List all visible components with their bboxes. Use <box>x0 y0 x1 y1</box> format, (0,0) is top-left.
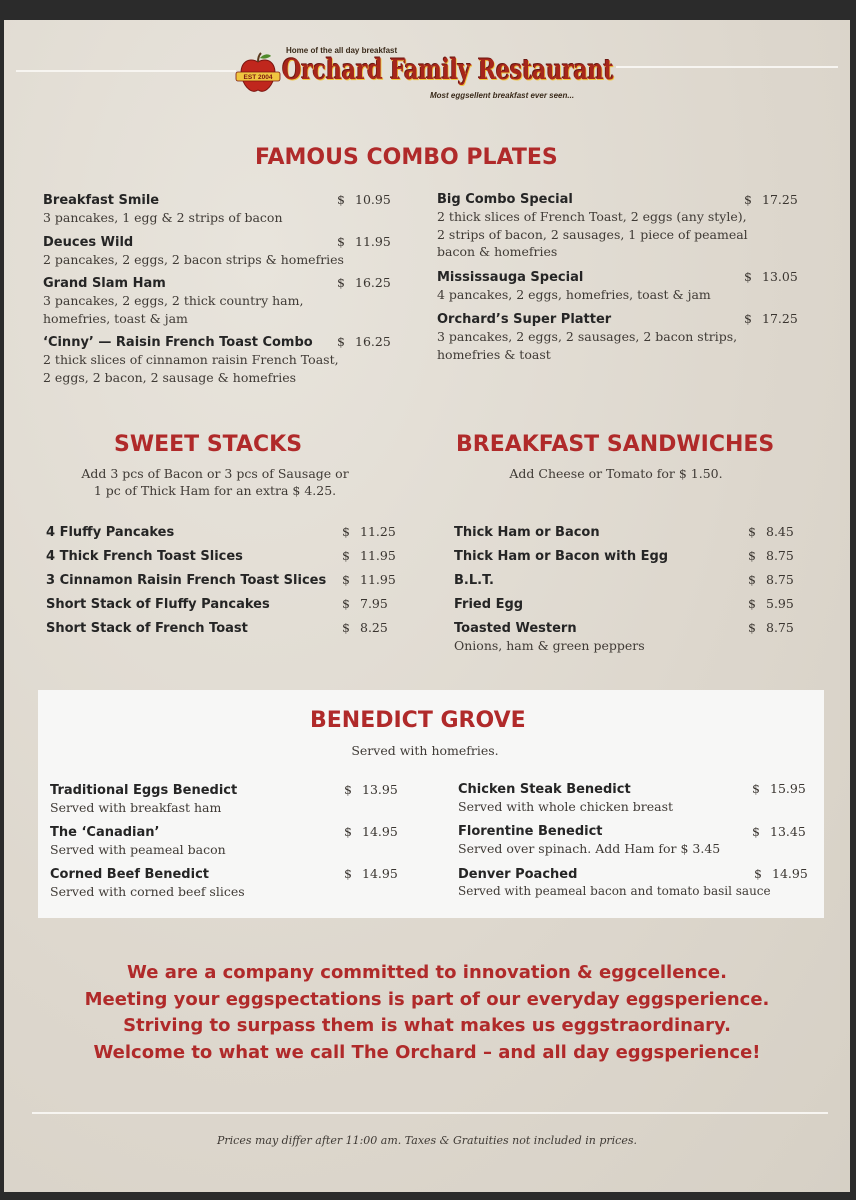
item-desc: 3 pancakes, 1 egg & 2 strips of bacon <box>43 210 283 225</box>
item-price <box>748 548 794 563</box>
item-name: Chicken Steak Benedict <box>458 782 631 797</box>
item-price <box>344 782 398 797</box>
price-value: 14.95 <box>772 866 808 881</box>
footer-note: Prices may differ after 11:00 am. Taxes & Gratuities not included in prices. <box>216 1134 637 1147</box>
item-name: Deuces Wild <box>43 235 134 250</box>
benedict-note: Served with homefries. <box>351 743 499 758</box>
item-name: Short Stack of French Toast <box>46 621 248 636</box>
tagline-bottom: Most eggsellent breakfast ever seen... <box>430 91 575 100</box>
item-price <box>342 620 388 635</box>
slogan-line: Striving to surpass them is what makes us eggstraordinary. <box>123 1015 731 1036</box>
item-name: Orchard’s Super Platter <box>437 312 612 327</box>
sandwich-item <box>454 548 668 565</box>
header-rule-right <box>616 66 838 68</box>
item-name: Mississauga Special <box>437 270 584 285</box>
note-line: 1 pc of Thick Ham for an extra $ 4.25. <box>93 483 337 498</box>
price-value: 8.45 <box>766 524 794 539</box>
item-name: Corned Beef Benedict <box>50 867 209 882</box>
benedict-item <box>50 824 226 859</box>
price-value: 14.95 <box>362 824 398 839</box>
item-price <box>748 596 794 611</box>
item-desc: 2 eggs, 2 bacon, 2 sausage & homefries <box>43 369 297 385</box>
item-price <box>754 866 808 881</box>
item-name: 3 Cinnamon Raisin French Toast Slices <box>46 573 327 588</box>
item-name: Denver Poached <box>458 867 578 882</box>
benedict-item <box>50 782 237 817</box>
item-desc: homefries & toast <box>437 346 551 362</box>
sandwich-item <box>454 596 523 613</box>
currency-symbol: $ <box>748 596 756 611</box>
sweet-stack-item <box>46 572 326 589</box>
item-name: Grand Slam Ham <box>43 276 166 291</box>
header-rule-left <box>16 70 236 72</box>
currency-symbol: $ <box>344 866 352 881</box>
item-price <box>752 781 806 796</box>
sandwich-item <box>454 620 645 655</box>
currency-symbol: $ <box>337 275 345 290</box>
combo-item <box>43 334 339 386</box>
price-value: 11.95 <box>360 572 396 587</box>
menu-page <box>4 20 850 1192</box>
item-name: Short Stack of Fluffy Pancakes <box>46 597 270 612</box>
item-price <box>344 824 398 839</box>
sweet-stacks-title: SWEET STACKS <box>114 432 303 457</box>
price-value: 11.95 <box>360 548 396 563</box>
price-value: 13.95 <box>362 782 398 797</box>
currency-symbol: $ <box>748 524 756 539</box>
currency-symbol: $ <box>337 334 345 349</box>
price-value: 8.75 <box>766 572 794 587</box>
item-price <box>337 334 391 349</box>
price-value: 8.25 <box>360 620 388 635</box>
footer-rule <box>32 1112 828 1114</box>
combo-item <box>43 234 344 269</box>
item-name: B.L.T. <box>454 573 494 588</box>
price-value: 11.25 <box>360 524 396 539</box>
currency-symbol: $ <box>344 782 352 797</box>
slogan <box>4 960 850 1066</box>
item-name: Breakfast Smile <box>43 193 160 208</box>
currency-symbol: $ <box>748 572 756 587</box>
currency-symbol: $ <box>344 824 352 839</box>
item-price <box>344 866 398 881</box>
item-price <box>744 192 798 207</box>
currency-symbol: $ <box>337 192 345 207</box>
currency-symbol: $ <box>337 234 345 249</box>
sweet-stack-item <box>46 524 174 541</box>
benedict-item <box>458 866 771 901</box>
currency-symbol: $ <box>752 824 760 839</box>
price-value: 8.75 <box>766 548 794 563</box>
item-name: ‘Cinny’ — Raisin French Toast Combo <box>43 335 313 350</box>
combo-item <box>43 192 283 227</box>
price-value: 15.95 <box>770 781 806 796</box>
currency-symbol: $ <box>342 524 350 539</box>
combo-item <box>437 191 748 261</box>
item-desc: 2 strips of bacon, 2 sausages, 1 piece of peameal <box>437 226 748 242</box>
item-name: 4 Fluffy Pancakes <box>46 525 175 540</box>
currency-symbol: $ <box>744 192 752 207</box>
item-desc: bacon & homefries <box>437 244 558 259</box>
item-price <box>342 596 388 611</box>
price-value: 13.45 <box>770 824 806 839</box>
slogan-line: Welcome to what we call The Orchard – and all day eggsperience! <box>93 1041 761 1063</box>
item-desc: 2 pancakes, 2 eggs, 2 bacon strips & homefries <box>43 252 344 267</box>
item-desc: Served with corned beef slices <box>50 884 245 899</box>
item-price <box>748 524 794 539</box>
combo-item <box>437 269 711 304</box>
currency-symbol: $ <box>342 596 350 611</box>
price-value: 8.75 <box>766 620 794 635</box>
item-price <box>337 275 391 290</box>
sweet-stack-item <box>46 620 248 637</box>
item-desc: Served with peameal bacon <box>50 842 226 857</box>
item-desc: Served over spinach. Add Ham for $ 3.45 <box>458 841 721 856</box>
price-value: 11.95 <box>355 234 391 249</box>
item-name: 4 Thick French Toast Slices <box>46 549 243 564</box>
benedict-panel <box>38 690 824 918</box>
item-name: The ‘Canadian’ <box>50 825 160 840</box>
combo-item <box>43 275 303 327</box>
sweet-stack-item <box>46 548 243 565</box>
item-name: Florentine Benedict <box>458 824 603 839</box>
sandwiches-title: BREAKFAST SANDWICHES <box>456 432 775 457</box>
price-value: 14.95 <box>362 866 398 881</box>
slogan-line: We are a company committed to innovation & eggcellence. <box>127 962 727 983</box>
item-price <box>748 572 794 587</box>
item-price <box>342 572 396 587</box>
price-value: 10.95 <box>355 192 391 207</box>
item-price <box>752 824 806 839</box>
item-price <box>342 524 396 539</box>
item-desc: 2 thick slices of French Toast, 2 eggs (any style), <box>437 209 747 224</box>
item-desc: 4 pancakes, 2 eggs, homefries, toast & jam <box>437 287 711 302</box>
price-value: 17.25 <box>762 192 798 207</box>
currency-symbol: $ <box>342 620 350 635</box>
note-line: Add 3 pcs of Bacon or 3 pcs of Sausage or <box>81 466 349 481</box>
item-price <box>342 548 396 563</box>
price-value: 16.25 <box>355 275 391 290</box>
price-value: 13.05 <box>762 269 798 284</box>
benedict-item <box>458 823 720 858</box>
apple-logo-icon <box>234 50 282 98</box>
item-desc: Served with breakfast ham <box>50 800 222 815</box>
item-name: Thick Ham or Bacon with Egg <box>454 549 669 564</box>
benedict-item <box>50 866 245 901</box>
currency-symbol: $ <box>754 866 762 881</box>
item-price <box>748 620 794 635</box>
item-desc: Served with whole chicken breast <box>458 799 674 814</box>
currency-symbol: $ <box>744 311 752 326</box>
currency-symbol: $ <box>752 781 760 796</box>
item-price <box>744 311 798 326</box>
item-price <box>337 234 391 249</box>
item-name: Toasted Western <box>454 621 577 636</box>
tagline-top: Home of the all day breakfast <box>286 46 398 55</box>
combo-item <box>437 311 737 363</box>
item-name: Traditional Eggs Benedict <box>50 783 238 798</box>
benedict-title: BENEDICT GROVE <box>310 708 526 733</box>
combo-title: FAMOUS COMBO PLATES <box>255 145 558 170</box>
currency-symbol: $ <box>748 620 756 635</box>
item-desc: homefries, toast & jam <box>43 310 188 326</box>
item-desc: Served with peameal bacon and tomato basil sauce <box>458 884 771 898</box>
item-desc: 3 pancakes, 2 eggs, 2 sausages, 2 bacon strips, <box>437 329 738 344</box>
item-price <box>337 192 391 207</box>
currency-symbol: $ <box>342 548 350 563</box>
sandwich-item <box>454 524 600 541</box>
price-value: 16.25 <box>355 334 391 349</box>
sweet-stacks-note <box>70 465 360 499</box>
benedict-item <box>458 781 673 816</box>
sweet-stack-item <box>46 596 270 613</box>
price-value: 5.95 <box>766 596 794 611</box>
price-value: 7.95 <box>360 596 388 611</box>
sandwich-item <box>454 572 494 589</box>
item-name: Thick Ham or Bacon <box>454 525 600 540</box>
restaurant-name: Orchard Family Restaurant <box>282 53 614 86</box>
slogan-line: Meeting your eggspectations is part of our everyday eggsperience. <box>84 988 770 1010</box>
currency-symbol: $ <box>744 269 752 284</box>
item-desc: 2 thick slices of cinnamon raisin French Toast, <box>43 352 339 367</box>
item-desc: 3 pancakes, 2 eggs, 2 thick country ham, <box>43 293 304 308</box>
currency-symbol: $ <box>748 548 756 563</box>
item-name: Big Combo Special <box>437 192 573 207</box>
item-price <box>744 269 798 284</box>
sandwiches-note: Add Cheese or Tomato for $ 1.50. <box>509 466 723 481</box>
logo-text: EST 2004 <box>243 74 273 81</box>
currency-symbol: $ <box>342 572 350 587</box>
item-desc: Onions, ham & green peppers <box>454 638 645 653</box>
item-name: Fried Egg <box>454 597 524 612</box>
price-value: 17.25 <box>762 311 798 326</box>
